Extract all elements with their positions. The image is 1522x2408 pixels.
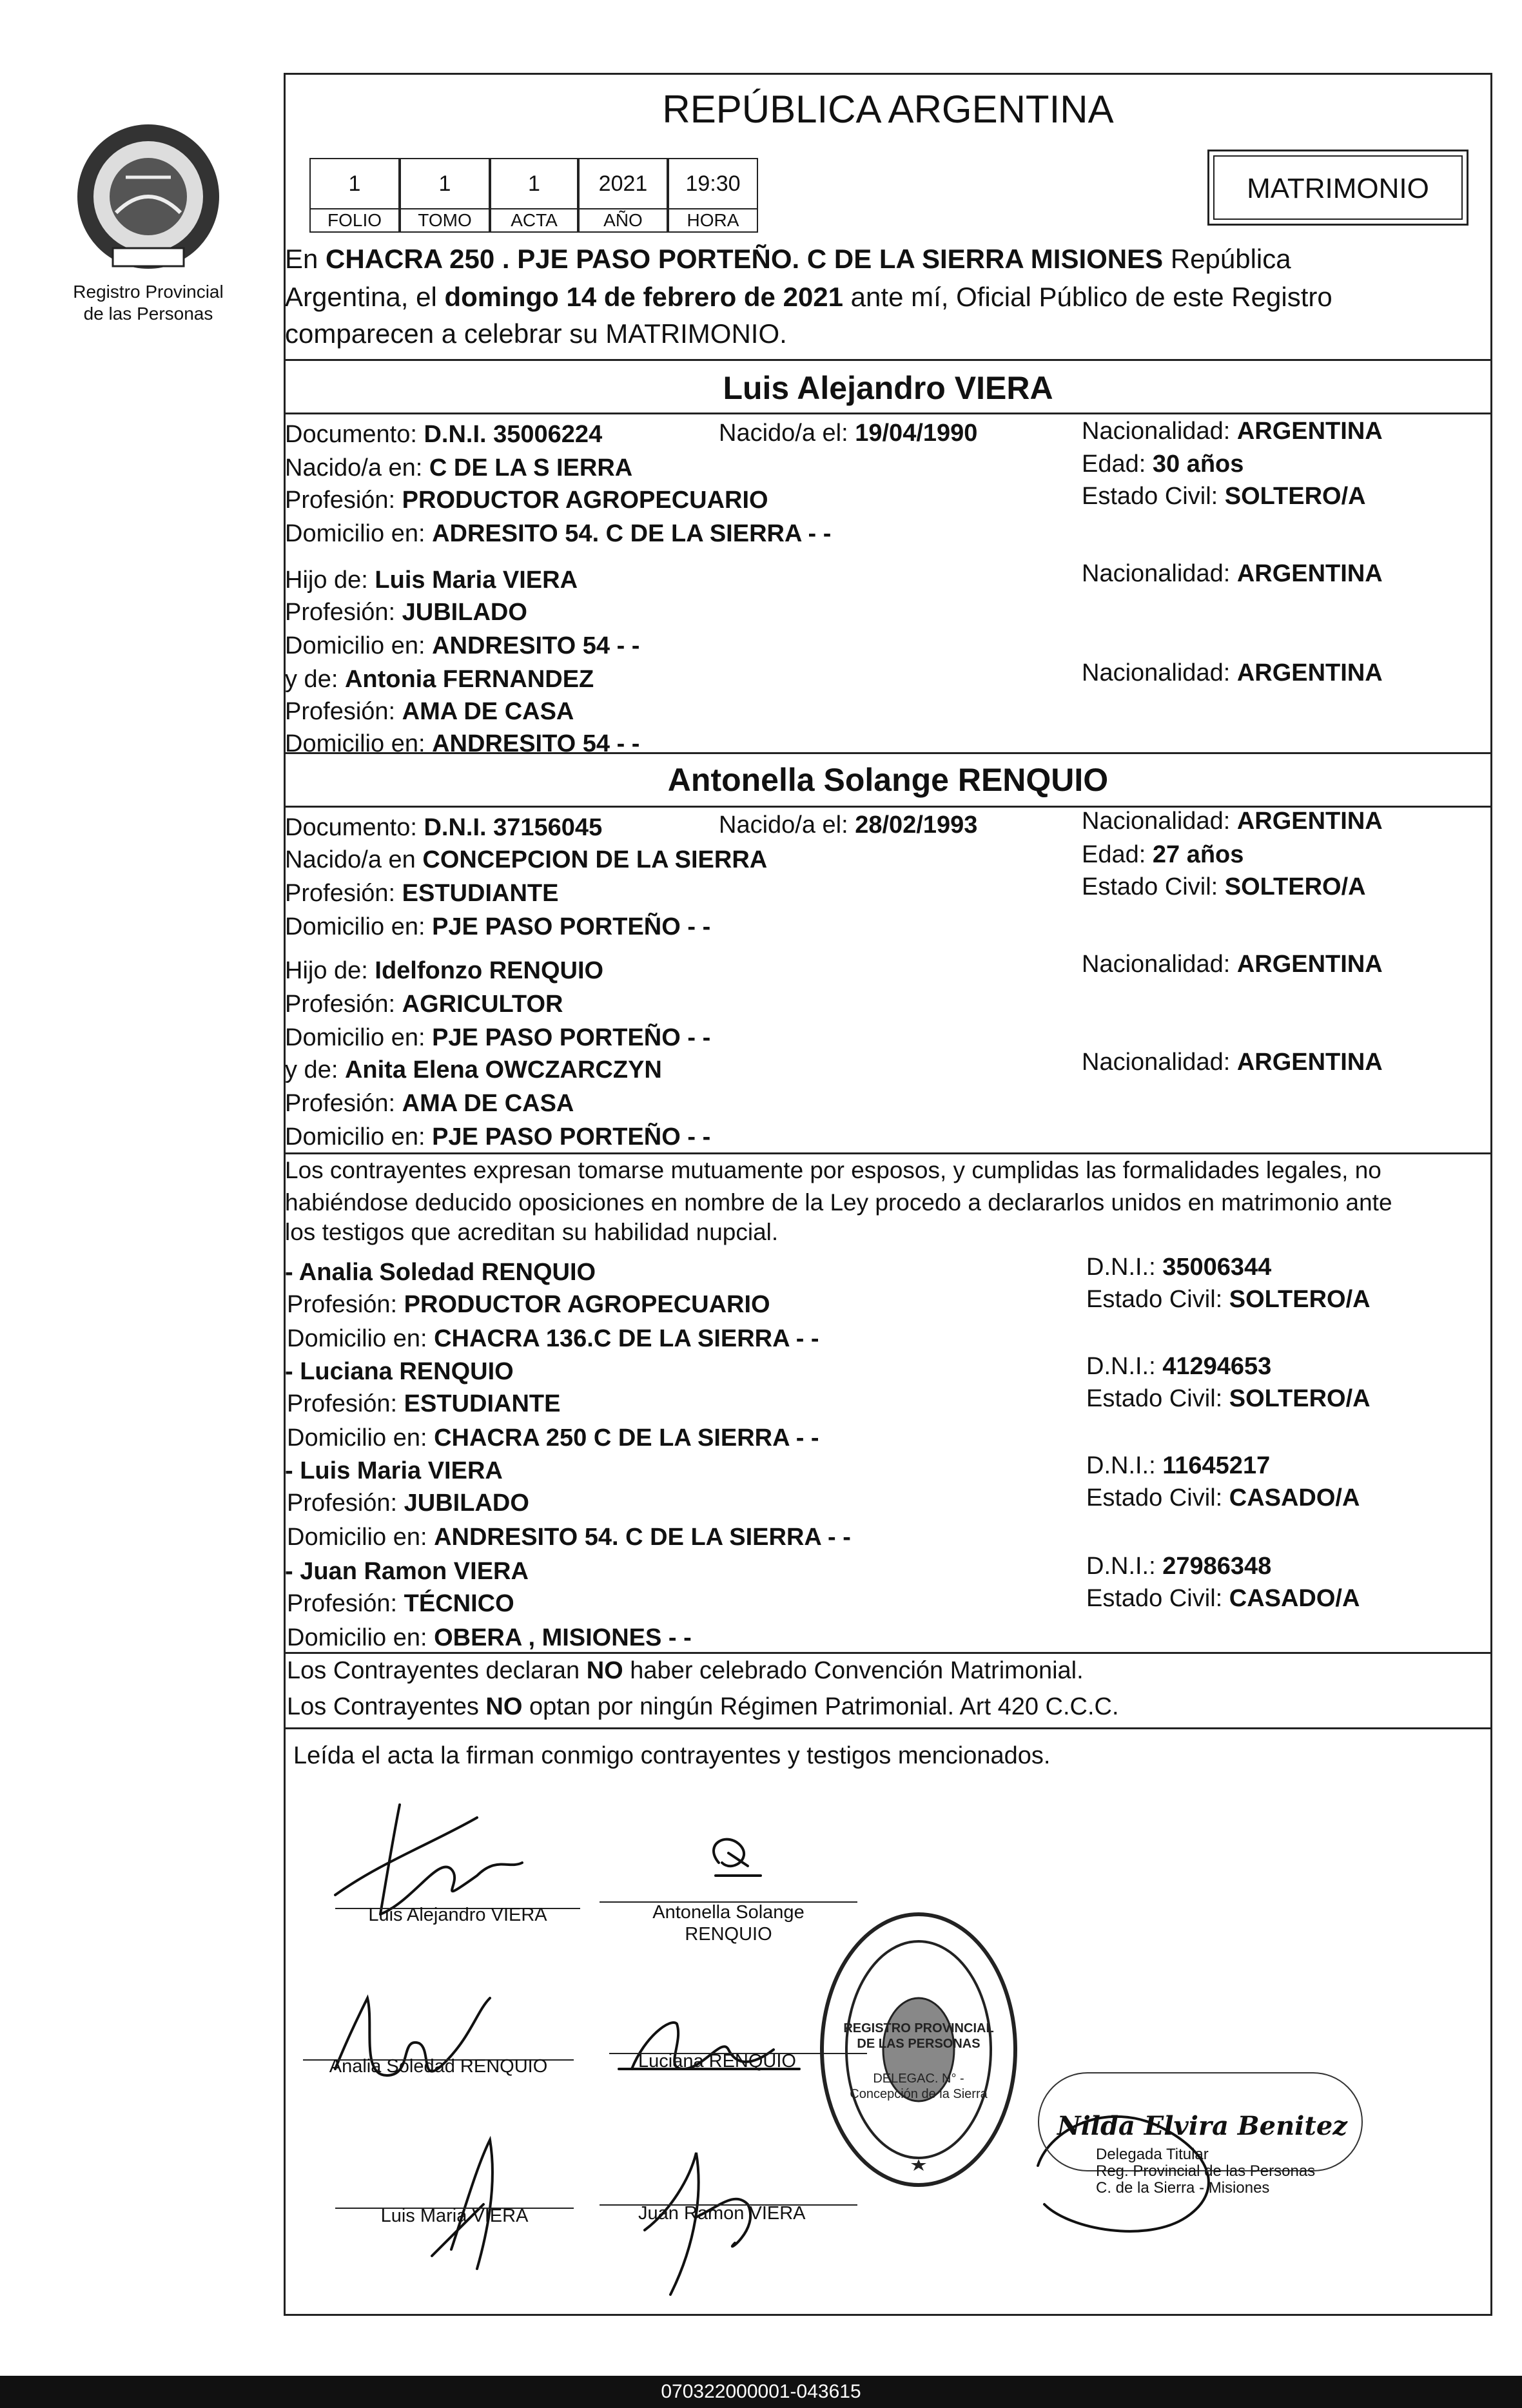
witness-name: - Luis Maria VIERA xyxy=(285,1457,503,1484)
groom-birthplace: Nacido/a en: C DE LA S IERRA xyxy=(285,454,633,481)
witness2-signature-label: Luciana RENQUIO xyxy=(638,2051,796,2072)
witness-profession: Profesión: PRODUCTOR AGROPECUARIO xyxy=(287,1291,770,1318)
seal-icon xyxy=(64,116,232,277)
groom-mother-address: Domicilio en: ANDRESITO 54 - - xyxy=(285,730,640,757)
bride-father: Hijo de: Idelfonzo RENQUIO xyxy=(285,957,604,984)
groom-signature-label: Luis Alejandro VIERA xyxy=(368,1905,547,1925)
bride-birthdate: Nacido/a el: 28/02/1993 xyxy=(719,811,978,839)
record-field-label-4: HORA xyxy=(668,208,758,233)
witness-name: - Luciana RENQUIO xyxy=(285,1358,514,1385)
groom-father-profession: Profesión: JUBILADO xyxy=(285,599,527,626)
record-field-value-0: 1 xyxy=(309,158,400,209)
record-field-value-3: 2021 xyxy=(578,158,668,209)
registry-caption-line1: Registro Provincial xyxy=(73,282,224,302)
record-field-label-2: ACTA xyxy=(490,208,578,233)
declaration-line3: los testigos que acreditan su habilidad nupcial. xyxy=(285,1219,779,1245)
bride-address: Domicilio en: PJE PASO PORTEÑO - - xyxy=(285,913,711,940)
witness-address: Domicilio en: CHACRA 250 C DE LA SIERRA - - xyxy=(287,1424,819,1452)
record-field-value-2: 1 xyxy=(490,158,578,209)
witness-profession: Profesión: TÉCNICO xyxy=(287,1590,514,1617)
witness-address: Domicilio en: OBERA , MISIONES - - xyxy=(287,1624,692,1651)
bride-signature-label: Antonella Solange RENQUIO xyxy=(652,1902,805,1945)
witness3-signature-label: Luis Maria VIERA xyxy=(380,2206,529,2226)
groom-mother-profession: Profesión: AMA DE CASA xyxy=(285,698,574,725)
groom-mother-nationality: Nacionalidad: ARGENTINA xyxy=(1082,659,1383,686)
act-type-box xyxy=(1207,150,1468,226)
witness-civil-status: Estado Civil: SOLTERO/A xyxy=(1086,1286,1371,1313)
intro-line1: En CHACRA 250 . PJE PASO PORTEÑO. C DE LA SIERRA MISIONES República xyxy=(285,244,1291,274)
province-seal-logo xyxy=(64,116,232,277)
witness-profession: Profesión: JUBILADO xyxy=(287,1490,529,1517)
groom-age: Edad: 30 años xyxy=(1082,451,1244,478)
convention-line1: Los Contrayentes declaran NO haber celebrado Convención Matrimonial. xyxy=(287,1657,1084,1684)
witness-name: - Analia Soledad RENQUIO xyxy=(285,1259,596,1286)
declaration-line2: habiéndose deducido oposiciones en nombre de la Ley procedo a declararlos unidos en matrimonio ante xyxy=(285,1189,1392,1216)
groom-civil-status: Estado Civil: SOLTERO/A xyxy=(1082,483,1366,510)
groom-document: Documento: D.N.I. 35006224 xyxy=(285,421,603,448)
document-code: 070322000001-043615 xyxy=(0,2376,1522,2408)
bride-name: Antonella Solange RENQUIO xyxy=(667,762,1109,798)
registry-caption xyxy=(39,281,258,325)
record-field-value-4: 19:30 xyxy=(668,158,758,209)
official-title: Delegada Titular Reg. Provincial de las Personas C. de la Sierra - Misiones xyxy=(1096,2146,1316,2197)
bride-profession: Profesión: ESTUDIANTE xyxy=(285,880,559,907)
witness-name: - Juan Ramon VIERA xyxy=(285,1558,529,1585)
bride-document: Documento: D.N.I. 37156045 xyxy=(285,814,603,841)
witness-profession: Profesión: ESTUDIANTE xyxy=(287,1390,561,1417)
witness-dni: D.N.I.: 27986348 xyxy=(1086,1553,1272,1580)
bride-civil-status: Estado Civil: SOLTERO/A xyxy=(1082,873,1366,900)
intro-line3: comparecen a celebrar su MATRIMONIO. xyxy=(285,318,787,349)
witness-dni: D.N.I.: 11645217 xyxy=(1086,1452,1271,1479)
witness-address: Domicilio en: CHACRA 136.C DE LA SIERRA - - xyxy=(287,1325,819,1352)
groom-name: Luis Alejandro VIERA xyxy=(723,370,1053,406)
bride-birthplace: Nacido/a en CONCEPCION DE LA SIERRA xyxy=(285,846,768,873)
witness-civil-status: Estado Civil: SOLTERO/A xyxy=(1086,1385,1371,1412)
bride-father-address: Domicilio en: PJE PASO PORTEÑO - - xyxy=(285,1024,711,1051)
groom-father: Hijo de: Luis Maria VIERA xyxy=(285,567,578,594)
registry-caption-line2: de las Personas xyxy=(83,304,213,324)
record-field-label-3: AÑO xyxy=(578,208,668,233)
witness-civil-status: Estado Civil: CASADO/A xyxy=(1086,1484,1360,1511)
witness1-signature-label: Analia Soledad RENQUIO xyxy=(329,2056,548,2077)
groom-father-address: Domicilio en: ANDRESITO 54 - - xyxy=(285,632,640,659)
signatures-intro: Leída el acta la firman conmigo contrayentes y testigos mencionados. xyxy=(293,1742,1051,1769)
convention-line2: Los Contrayentes NO optan por ningún Régimen Patrimonial. Art 420 C.C.C. xyxy=(287,1693,1119,1720)
marriage-date: domingo 14 de febrero de 2021 xyxy=(444,282,844,312)
bride-mother-address: Domicilio en: PJE PASO PORTEÑO - - xyxy=(285,1123,711,1151)
witness4-signature-label: Juan Ramon VIERA xyxy=(638,2203,806,2224)
bride-mother-profession: Profesión: AMA DE CASA xyxy=(285,1090,574,1117)
bride-mother-nationality: Nacionalidad: ARGENTINA xyxy=(1082,1049,1383,1076)
marriage-place: CHACRA 250 . PJE PASO PORTEÑO. C DE LA SIERRA MISIONES xyxy=(326,244,1164,274)
bride-signature-mark xyxy=(714,1840,761,1876)
intro-line2: Argentina, el domingo 14 de febrero de 2021 ante mí, Oficial Público de este Registro xyxy=(285,282,1332,312)
groom-profession: Profesión: PRODUCTOR AGROPECUARIO xyxy=(285,487,768,514)
groom-signature-mark xyxy=(335,1805,522,1914)
record-field-label-1: TOMO xyxy=(400,208,490,233)
bride-father-profession: Profesión: AGRICULTOR xyxy=(285,991,563,1018)
official-name: Nilda Elvira Benitez xyxy=(1057,2111,1347,2141)
witness-dni: D.N.I.: 41294653 xyxy=(1086,1353,1272,1380)
record-field-value-1: 1 xyxy=(400,158,490,209)
witness-address: Domicilio en: ANDRESITO 54. C DE LA SIERRA - - xyxy=(287,1524,851,1551)
bride-age: Edad: 27 años xyxy=(1082,841,1244,868)
seal-text: REGISTRO PROVINCIAL DE LAS PERSONAS DELEGAC. N° - Concepción de la Sierra xyxy=(843,2021,994,2101)
groom-father-nationality: Nacionalidad: ARGENTINA xyxy=(1082,560,1383,587)
bride-mother: y de: Anita Elena OWCZARCZYN xyxy=(285,1056,662,1083)
witness-civil-status: Estado Civil: CASADO/A xyxy=(1086,1585,1360,1612)
bride-father-nationality: Nacionalidad: ARGENTINA xyxy=(1082,951,1383,978)
witness3-signature-mark xyxy=(432,2140,493,2269)
groom-address: Domicilio en: ADRESITO 54. C DE LA SIERRA - - xyxy=(285,520,832,547)
page-title: REPÚBLICA ARGENTINA xyxy=(662,88,1114,131)
groom-nationality: Nacionalidad: ARGENTINA xyxy=(1082,418,1383,445)
groom-birthdate: Nacido/a el: 19/04/1990 xyxy=(719,420,978,447)
declaration-line1: Los contrayentes expresan tomarse mutuamente por esposos, y cumplidas las formalidades legales, no xyxy=(285,1157,1381,1183)
bride-nationality: Nacionalidad: ARGENTINA xyxy=(1082,808,1383,835)
groom-mother: y de: Antonia FERNANDEZ xyxy=(285,666,594,693)
record-field-label-0: FOLIO xyxy=(309,208,400,233)
act-type: MATRIMONIO xyxy=(1247,173,1429,204)
witness-dni: D.N.I.: 35006344 xyxy=(1086,1254,1272,1281)
